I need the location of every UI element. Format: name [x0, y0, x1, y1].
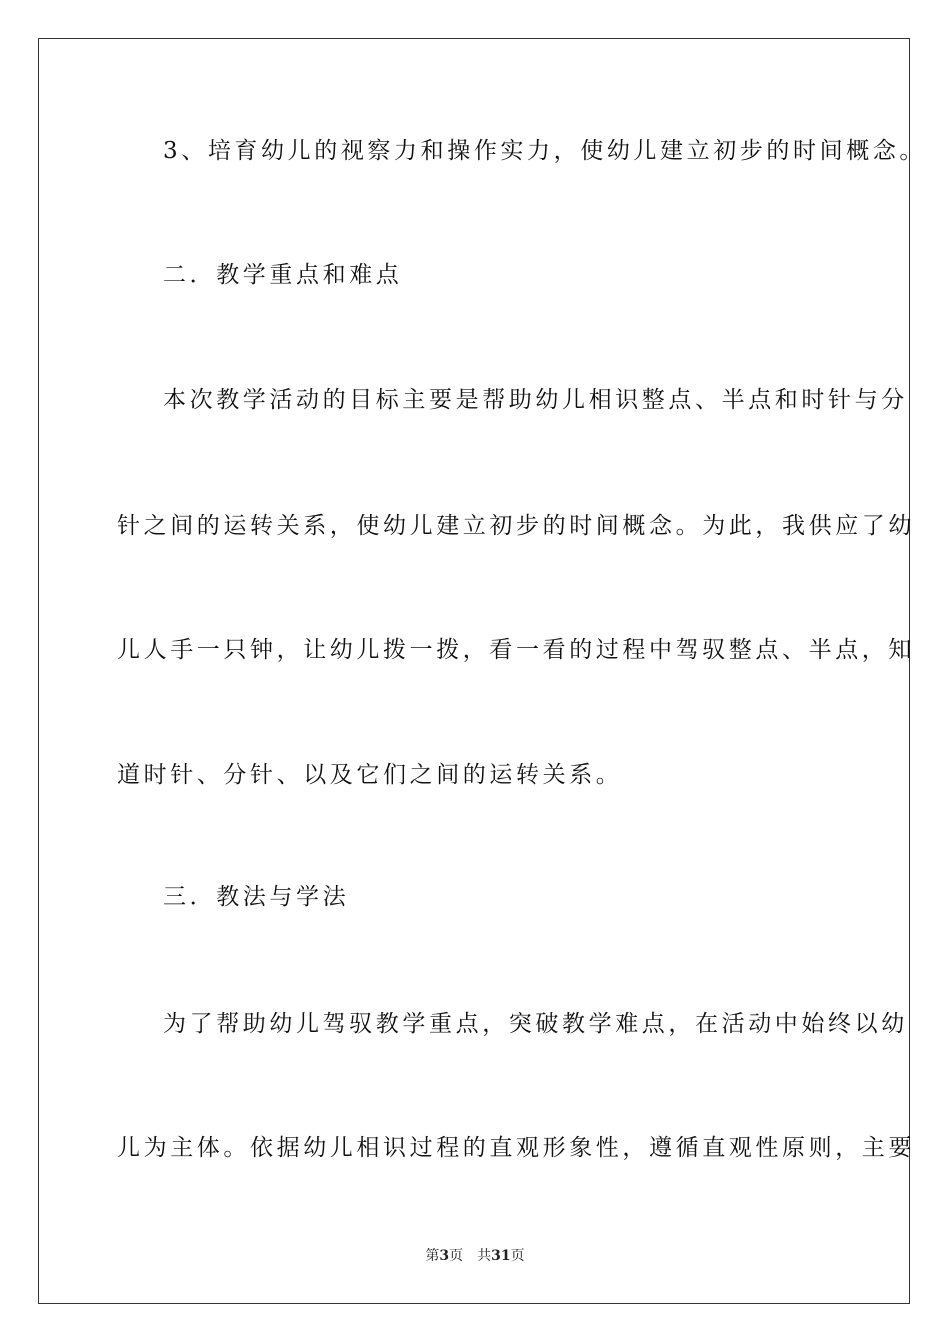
- page-prefix: 第: [425, 1248, 440, 1264]
- page-footer: [0, 1245, 950, 1265]
- total-prefix: 共: [477, 1248, 492, 1264]
- paragraph-line: 针之间的运转关系，使幼儿建立初步的时间概念。为此，我供应了幼: [117, 513, 915, 539]
- paragraph-line: 本次教学活动的目标主要是帮助幼儿相识整点、半点和时针与分: [163, 387, 908, 413]
- total-suffix: 页: [510, 1248, 525, 1264]
- page-current: 3: [439, 1248, 450, 1264]
- paragraph-line: 儿人手一只钟，让幼儿拨一拨，看一看的过程中驾驭整点、半点，知: [117, 637, 915, 663]
- page-border: [38, 38, 910, 1304]
- paragraph-line: 为了帮助幼儿驾驭教学重点，突破教学难点，在活动中始终以幼: [163, 1011, 908, 1037]
- paragraph-line: 道时针、分针、以及它们之间的运转关系。: [117, 762, 623, 788]
- paragraph-line: 儿为主体。依据幼儿相识过程的直观形象性，遵循直观性原则，主要: [117, 1135, 915, 1161]
- section-heading: 二．教学重点和难点: [163, 262, 403, 288]
- paragraph-line: 3、培育幼儿的视察力和操作实力，使幼儿建立初步的时间概念。: [163, 138, 927, 164]
- section-heading: 三．教法与学法: [163, 884, 350, 910]
- page-suffix: 页: [449, 1248, 464, 1264]
- page-total: 31: [491, 1248, 511, 1264]
